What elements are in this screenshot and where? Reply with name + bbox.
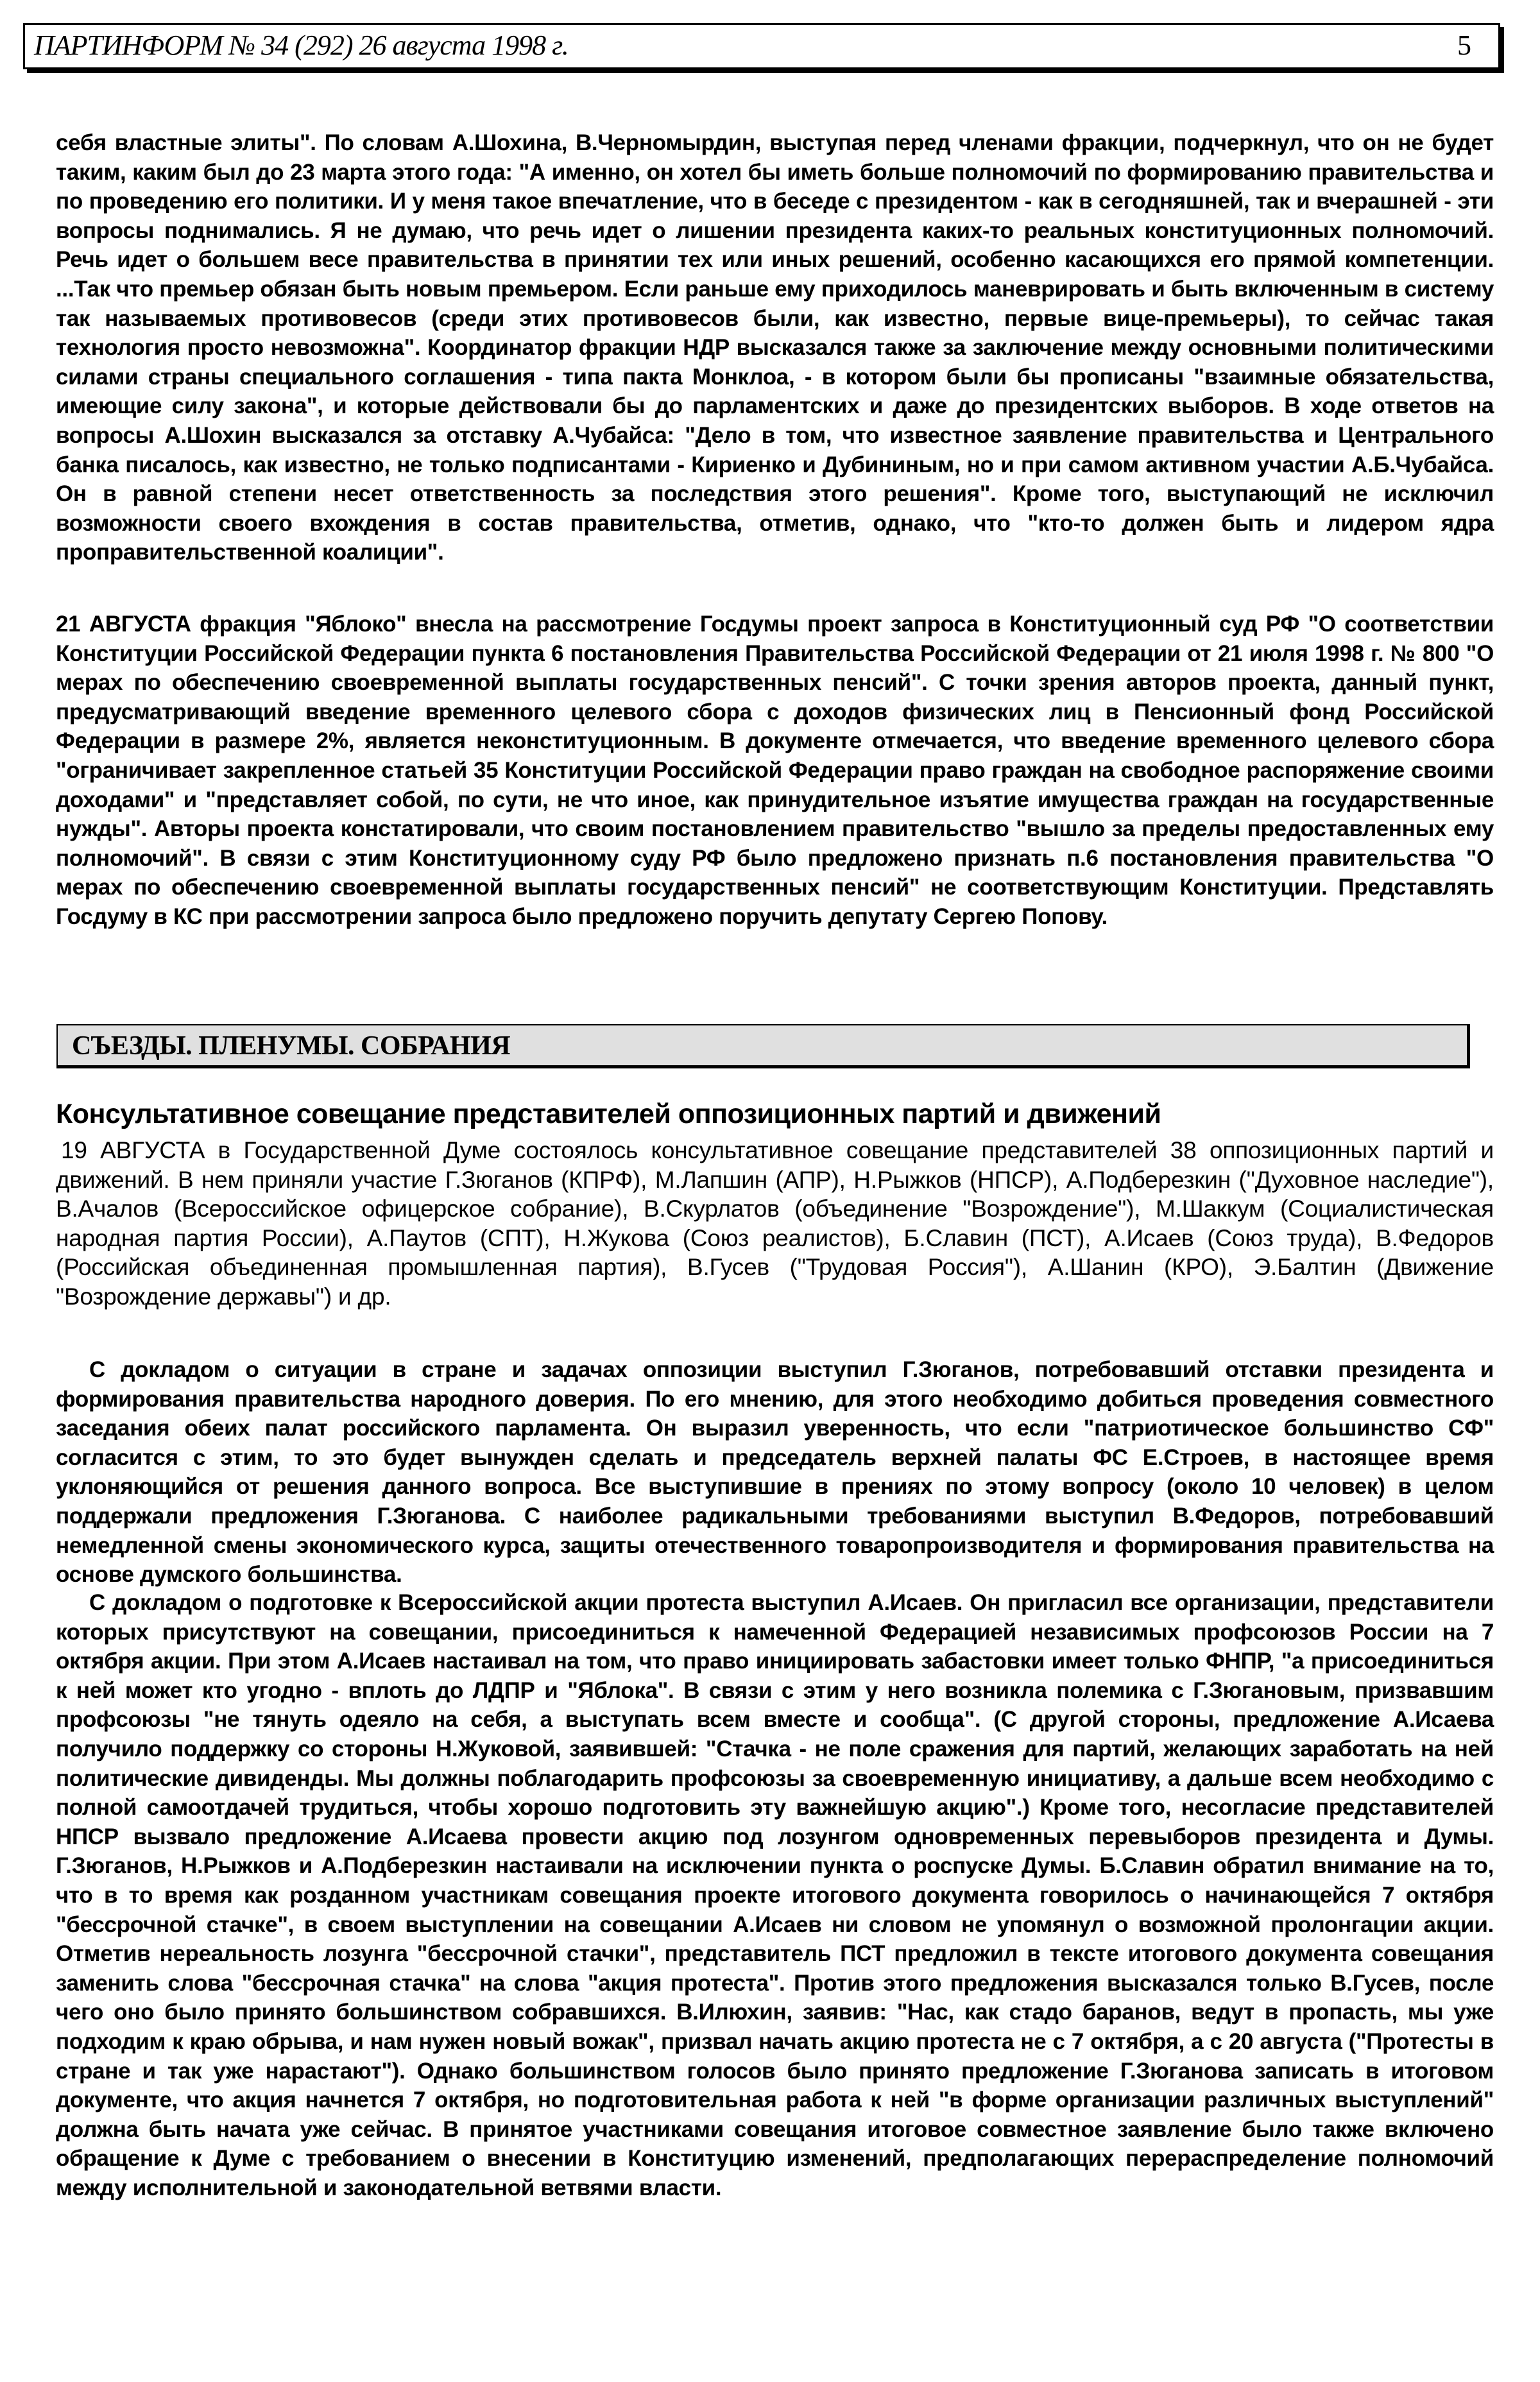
page-number: 5 [1457, 30, 1471, 61]
section-band [56, 1024, 1470, 1068]
paragraph-yabloko: 21 АВГУСТА фракция "Яблоко" внесла на рассмотрение Госдумы проект запроса в Конституционный суд РФ "О соответствии Конституции Российской Федерации пункта 6 постановления Правительства Российской Федерации от 21 июля 1998 г. № 800 "О мерах по обеспечению своевременной выплаты государственных пенсий". С точки зрения авторов проекта, данный пункт, предусматривающий введение временного целевого сбора с доходов физических лиц в Пенсионный фонд Российской Федерации в размере 2%, является неконституционным. В документе отмечается, что введение временного целевого сбора "ограничивает закрепленное статьей 35 Конституции Российской Федерации право граждан на свободное распоряжение своими доходами" и "представляет собой, по сути, не что иное, как принудительное изъятие имущества граждан на государственные нужды". Авторы проекта констатировали, что своим постановлением правительство "вышло за пределы предоставленных ему полномочий". В связи с этим Конституционному суду РФ было предложено признать п.6 постановления правительства "О мерах по обеспечению своевременной выплаты государственных пенсий" не соответствующим Конституции. Представлять Госдуму в КС при рассмотрении запроса было предложено поручить депутату Сергею Попову. [56, 612, 1494, 929]
section-title: СЪЕЗДЫ. ПЛЕНУМЫ. СОБРАНИЯ [72, 1031, 511, 1061]
paragraph-isaev-report: С докладом о подготовке к Всероссийской акции протеста выступил А.Исаев. Он пригласил все организации, представители которых присутствуют на совещании, присоединиться к намеченной Федерацией независимых профсоюзов России на 7 октября акции. При этом А.Исаев настаивал на том, что право инициировать забастовки имеет только ФНПР, "а присоединиться к ней может кто угодно - вплоть до ЛДПР и "Яблока". В связи с этим у него возникла полемика с Г.Зюгановым, призвавшим профсоюзы "не тянуть одеяло на себя, а выступать всем вместе и сообща". (С другой стороны, предложение А.Исаева получило поддержку со стороны Н.Жуковой, заявившей: "Стачка - не поле сражения для партий, желающих заработать на ней политические дивиденды. Мы должны поблагодарить профсоюзы за своевременную инициативу, а дальше всем необходимо с полной самоотдачей трудиться, чтобы хорошо подготовить эту важнейшую акцию".) Кроме того, несогласие представителей НПСР вызвало предложение А.Исаева провести акцию под лозунгом одновременных перевыборов президента и Думы. Г.Зюганов, Н.Рыжков и А.Подберезкин настаивали на исключении пункта о роспуске Думы. Б.Славин обратил внимание на то, что в то время как розданном участникам совещания проекте итогового документа говорилось о начинающейся 7 октября "бессрочной стачке", в своем выступлении на совещании А.Исаев ни словом не упомянул о возможной пролонгации акции. Отметив нереальность лозунга "бессрочной стачки", представитель ПСТ предложил в тексте итогового документа совещания заменить слова "бессрочная стачка" на слова "акция протеста". Против этого предложения высказался только В.Гусев, после чего оно было принято большинством собравшихся. В.Илюхин, заявив: "Нас, как стадо баранов, ведут в пропасть, мы уже подходим к краю обрыва, и нам нужен новый вожак", призвал начать акцию протеста не с 7 октября, а с 20 августа ("Протесты в стране и так уже нарастают"). Однако большинством голосов было принято предложение Г.Зюганова записать в итоговом документе, что акция начнется 7 октября, но подготовительная работа к ней "в форме организации различных выступлений" должна быть начата уже сейчас. В принятое участниками совещания итоговое совместное заявление было также включено обращение к Думе с требованием о внесении в Конституцию изменений, предполагающих перераспределение полномочий между исполнительной и законодательной ветвями власти. [56, 1590, 1494, 2200]
publication-title: ПАРТИНФОРМ № 34 (292) 26 августа 1998 г. [34, 30, 569, 61]
article-title: Консультативное совещание представителей оппозиционных партий и движений [56, 1099, 1161, 1129]
paragraph-zyuganov-report: С докладом о ситуации в стране и задачах оппозиции выступил Г.Зюганов, потребовавший отставки президента и формирования правительства народного доверия. По его мнению, для этого необходимо добиться проведения совместного заседания обеих палат российского парламента. Он выразил уверенность, что если "патриотическое большинство СФ" согласится с этим, то это будет вынужден сделать и председатель верхней палаты ФС Е.Строев, в настоящее время уклоняющийся от решения данного вопроса. Все выступившие в прениях по этому вопросу (около 10 человек) в целом поддержали предложения Г.Зюганова. С наиболее радикальными требованиями выступил В.Федоров, потребовавший немедленной смены экономического курса, защиты отечественного товаропроизводителя и формирования правительства на основе думского большинства. [56, 1357, 1494, 1588]
paragraph-participants: 19 АВГУСТА в Государственной Думе состоялось консультативное совещание представителей 38 оппозиционных партий и движений. В нем приняли участие Г.Зюганов (КПРФ), М.Лапшин (АПР), Н.Рыжков (НПСР), А.Подберезкин ("Духовное наследие"), В.Ачалов (Всероссийское офицерское собрание), В.Скурлатов (объединение "Возрождение"), М.Шаккум (Социалистическая народная партия России), А.Паутов (СПТ), Н.Жукова (Союз реалистов), Б.Славин (ПСТ), А.Исаев (Союз труда), В.Федоров (Российская объединенная промышленная партия), В.Гусев ("Трудовая Россия"), А.Шанин (КРО), Э.Балтин (Движение "Возрождение державы") и др. [56, 1137, 1494, 1310]
page-header [23, 23, 1500, 69]
paragraph-shokhin: себя властные элиты". По словам А.Шохина, В.Черномырдин, выступая перед членами фракции, подчеркнул, что он не будет таким, каким был до 23 марта этого года: "А именно, он хотел бы иметь больше полномочий по формированию правительства и по проведению его политики. И у меня такое впечатление, что в беседе с президентом - как в сегодняшней, так и вчерашней - эти вопросы поднимались. Я не думаю, что речь идет о лишении президента каких-то реальных конституционных полномочий. Речь идет о большем весе правительства в принятии тех или иных решений, особенно касающихся его прямой компетенции. ...Так что премьер обязан быть новым премьером. Если раньше ему приходилось маневрировать и быть включенным в систему так называемых противовесов (среди этих противовесов были, как известно, первые вице-премьеры), то сейчас такая технология просто невозможна". Координатор фракции НДР высказался также за заключение между основными политическими силами страны специального соглашения - типа пакта Монклоа, - в котором были бы прописаны "взаимные обязательства, имеющие силу закона", и которые действовали бы до парламентских и даже до президентских выборов. В ходе ответов на вопросы А.Шохин высказался за отставку А.Чубайса: "Дело в том, что известное заявление правительства и Центрального банка писалось, как известно, не только подписантами - Кириенко и Дубининым, но и при самом активном участии А.Б.Чубайса. Он в равной степени несет ответственность за последствия этого решения". Кроме того, выступающий не исключил возможности своего вхождения в состав правительства, отметив, однако, что "кто-то должен быть и лидером ядра проправительственной коалиции". [56, 130, 1494, 565]
